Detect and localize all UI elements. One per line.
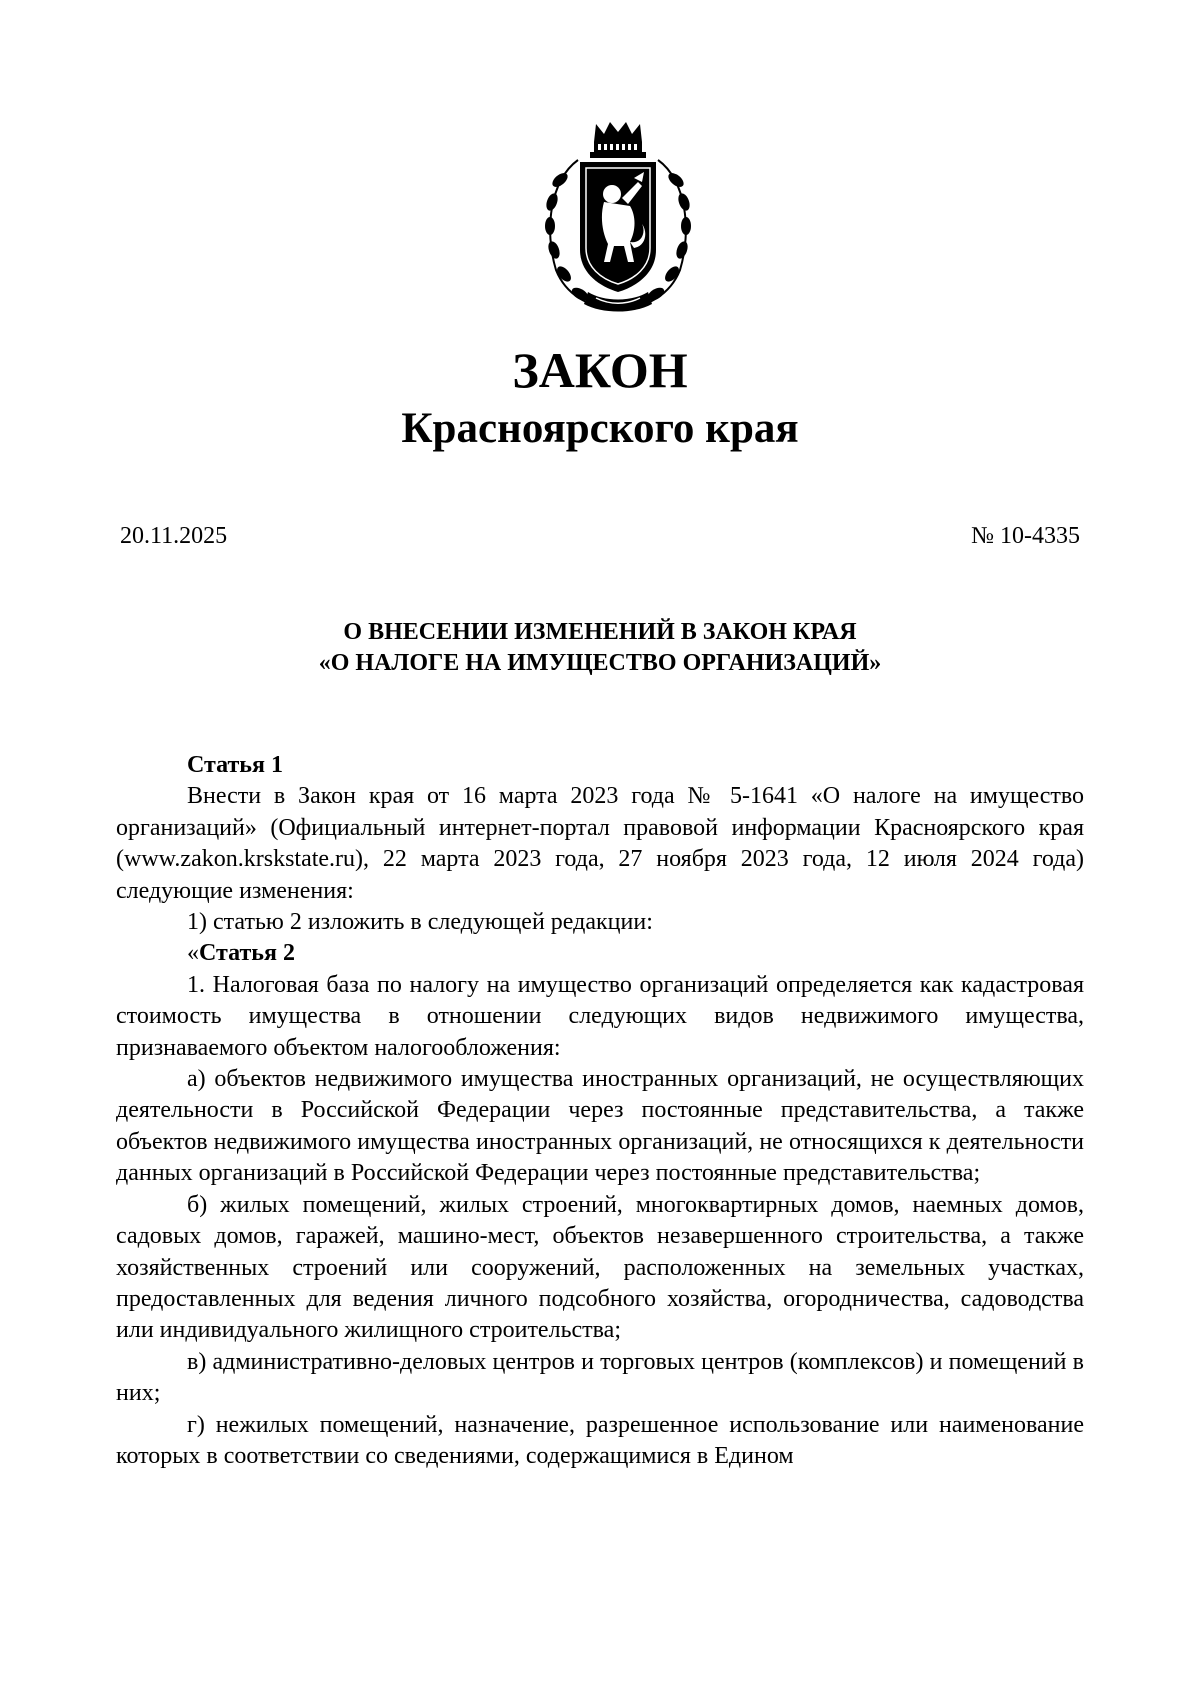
article-1-title: Статья 1 <box>187 752 283 778</box>
document-date: 20.11.2025 <box>120 523 228 549</box>
opening-quote: « <box>187 940 199 967</box>
document-body <box>116 750 1084 1472</box>
law-heading-line-2: «О НАЛОГЕ НА ИМУЩЕСТВО ОРГАНИЗАЦИЙ» <box>318 650 882 676</box>
list-item-g: г) нежилых помещений, назначение, разрешенное использование или наименование которых в соответствии со сведениями, содержащимися в Едином <box>116 1411 1084 1469</box>
law-heading <box>120 617 1080 679</box>
article-2-title-line <box>116 938 1084 969</box>
document-number: № 10-4335 <box>971 523 1080 549</box>
paragraph: 1) статью 2 изложить в следующей редакции: <box>187 909 653 936</box>
coat-of-arms-icon <box>538 120 698 318</box>
list-item-b: б) жилых помещений, жилых строений, многоквартирных домов, наемных домов, садовых домов, гаражей, машино-мест, объектов незавершенного строительства, а также хозяйственных строений или сооружений, расположенных на земельных участках, предоставленных для ведения личного подсобного хозяйства, огородничества, садоводства или индивидуального жилищного строительства; <box>116 1191 1084 1344</box>
paragraph: 1. Налоговая база по налогу на имущество организаций определяется как кадастровая стоимость имущества в отношении следующих видов недвижимого имущества, признаваемого объектом налогообложения: <box>116 971 1084 1061</box>
list-item-v: в) административно-деловых центров и торговых центров (комплексов) и помещений в них; <box>116 1348 1084 1407</box>
list-item-a: а) объектов недвижимого имущества иностранных организаций, не осуществляющих деятельности в Российской Федерации через постоянные представительства, а также объектов недвижимого имущества иностранных организаций, не относящихся к деятельности данных организаций в Российской Федерации через постоянные представительства; <box>116 1066 1084 1187</box>
article-2-title: Статья 2 <box>199 940 295 967</box>
paragraph: Внести в Закон края от 16 марта 2023 года № 5-1641 «О налоге на имущество организаций» (Официальный интернет-портал правовой информации Красноярского края (www.zakon.krskstate.ru), 22 марта 2023 года, 27 ноября 2023 года, 12 июля 2024 года) следующие изменения: <box>116 783 1084 904</box>
law-heading-line-1: О ВНЕСЕНИИ ИЗМЕНЕНИЙ В ЗАКОН КРАЯ <box>343 619 857 645</box>
document-title: ЗАКОН <box>512 342 688 398</box>
document-subtitle: Красноярского края <box>401 405 799 452</box>
